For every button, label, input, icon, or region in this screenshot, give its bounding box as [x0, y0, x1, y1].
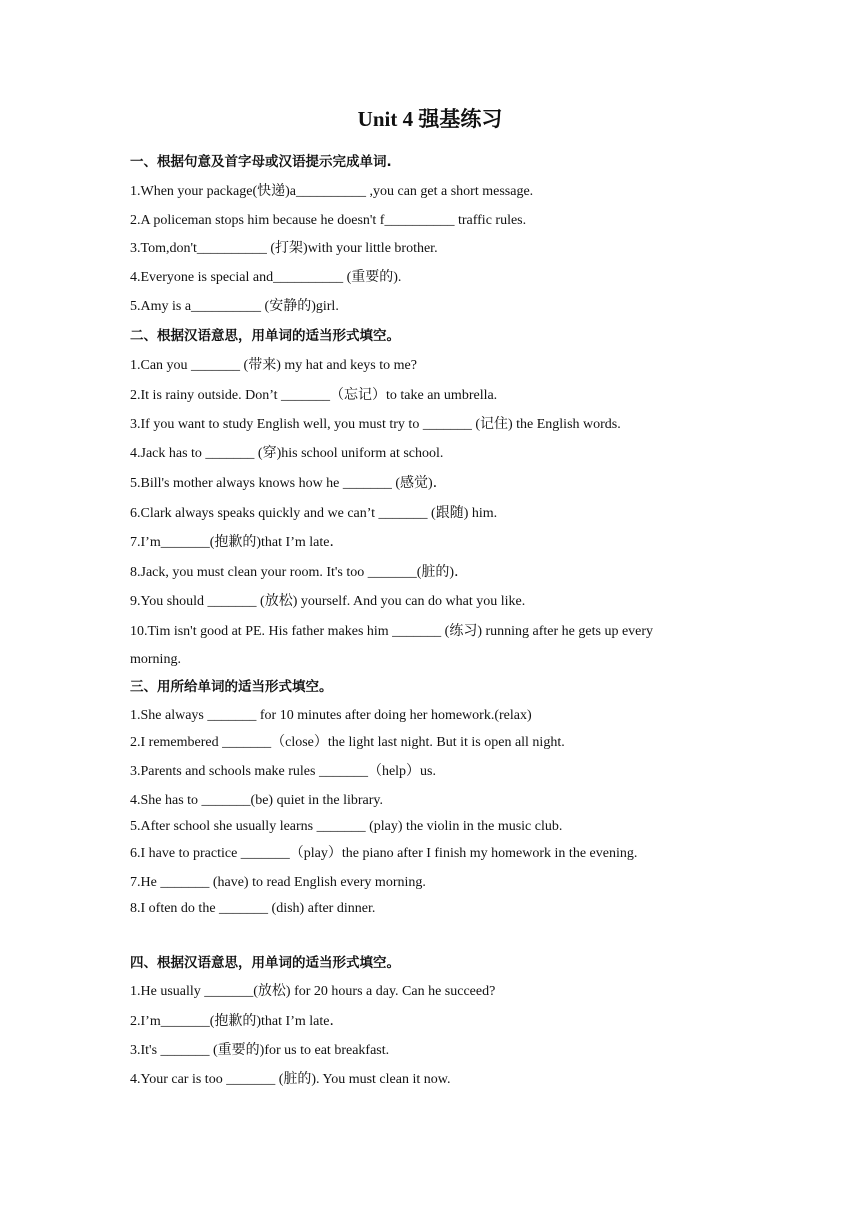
section-2-item-4: 4.Jack has to _______ (穿)his school uniform at school. [130, 446, 444, 461]
section-2-item-7: 7.I’m_______(抱歉的)that I’m late． [130, 535, 344, 550]
section-1-item-4: 4.Everyone is special and__________ (重要的). [130, 270, 402, 285]
section-1-item-3: 3.Tom,don't__________ (打架)with your little brother. [130, 241, 438, 256]
section-4-heading: 四、根据汉语意思，用单词的适当形式填空。 [130, 955, 400, 971]
section-2-item-6: 6.Clark always speaks quickly and we can’t _______ (跟随) him. [130, 506, 498, 521]
section-1-item-1: 1.When your package(快递)a__________ ,you can get a short message. [130, 184, 534, 199]
section-3-heading: 三、用所给单词的适当形式填空。 [130, 679, 333, 695]
section-1-item-5: 5.Amy is a__________ (安静的)girl. [130, 299, 339, 314]
section-2-item-10: 10.Tim isn't good at PE. His father makes him _______ (练习) running after he gets up every [130, 624, 654, 639]
section-1-item-2: 2.A policeman stops him because he doesn't f__________ traffic rules. [130, 213, 527, 228]
section-3-item-1: 1.She always _______ for 10 minutes after doing her homework.(relax) [130, 708, 532, 723]
section-4-item-1: 1.He usually _______(放松) for 20 hours a day. Can he succeed? [130, 984, 496, 999]
section-1-heading: 一、根据句意及首字母或汉语提示完成单词. [130, 154, 392, 170]
section-3-item-8: 8.I often do the _______ (dish) after dinner. [130, 901, 376, 916]
section-3-item-2: 2.I remembered _______（close）the light last night. But it is open all night. [130, 735, 565, 750]
section-2-item-8: 8.Jack, you must clean your room. It's too _______(脏的)． [130, 565, 469, 580]
section-2-item-1: 1.Can you _______ (带来) my hat and keys to me? [130, 358, 417, 373]
section-3-item-6: 6.I have to practice _______（play）the piano after I finish my homework in the evening. [130, 846, 638, 861]
section-2-item-5: 5.Bill's mother always knows how he _______ (感觉)． [130, 476, 447, 491]
section-3-item-7: 7.He _______ (have) to read English every morning. [130, 875, 426, 890]
section-3-item-5: 5.After school she usually learns _______ (play) the violin in the music club. [130, 819, 563, 834]
section-3-item-4: 4.She has to _______(be) quiet in the library. [130, 793, 383, 808]
section-4-item-2: 2.I’m_______(抱歉的)that I’m late． [130, 1014, 344, 1029]
section-2-item-10-continued: morning. [130, 652, 181, 667]
section-2-item-9: 9.You should _______ (放松) yourself. And you can do what you like. [130, 594, 526, 609]
section-4-item-3: 3.It's _______ (重要的)for us to eat breakfast. [130, 1043, 390, 1058]
section-3-item-3: 3.Parents and schools make rules _______（help）us. [130, 764, 437, 779]
page-title: Unit 4 强基练习 [357, 107, 503, 131]
section-2-item-2: 2.It is rainy outside. Don’t _______（忘记）to take an umbrella. [130, 388, 498, 403]
section-4-item-4: 4.Your car is too _______ (脏的). You must clean it now. [130, 1072, 451, 1087]
section-2-item-3: 3.If you want to study English well, you must try to _______ (记住) the English words. [130, 417, 621, 432]
section-2-heading: 二、根据汉语意思，用单词的适当形式填空。 [130, 328, 400, 344]
